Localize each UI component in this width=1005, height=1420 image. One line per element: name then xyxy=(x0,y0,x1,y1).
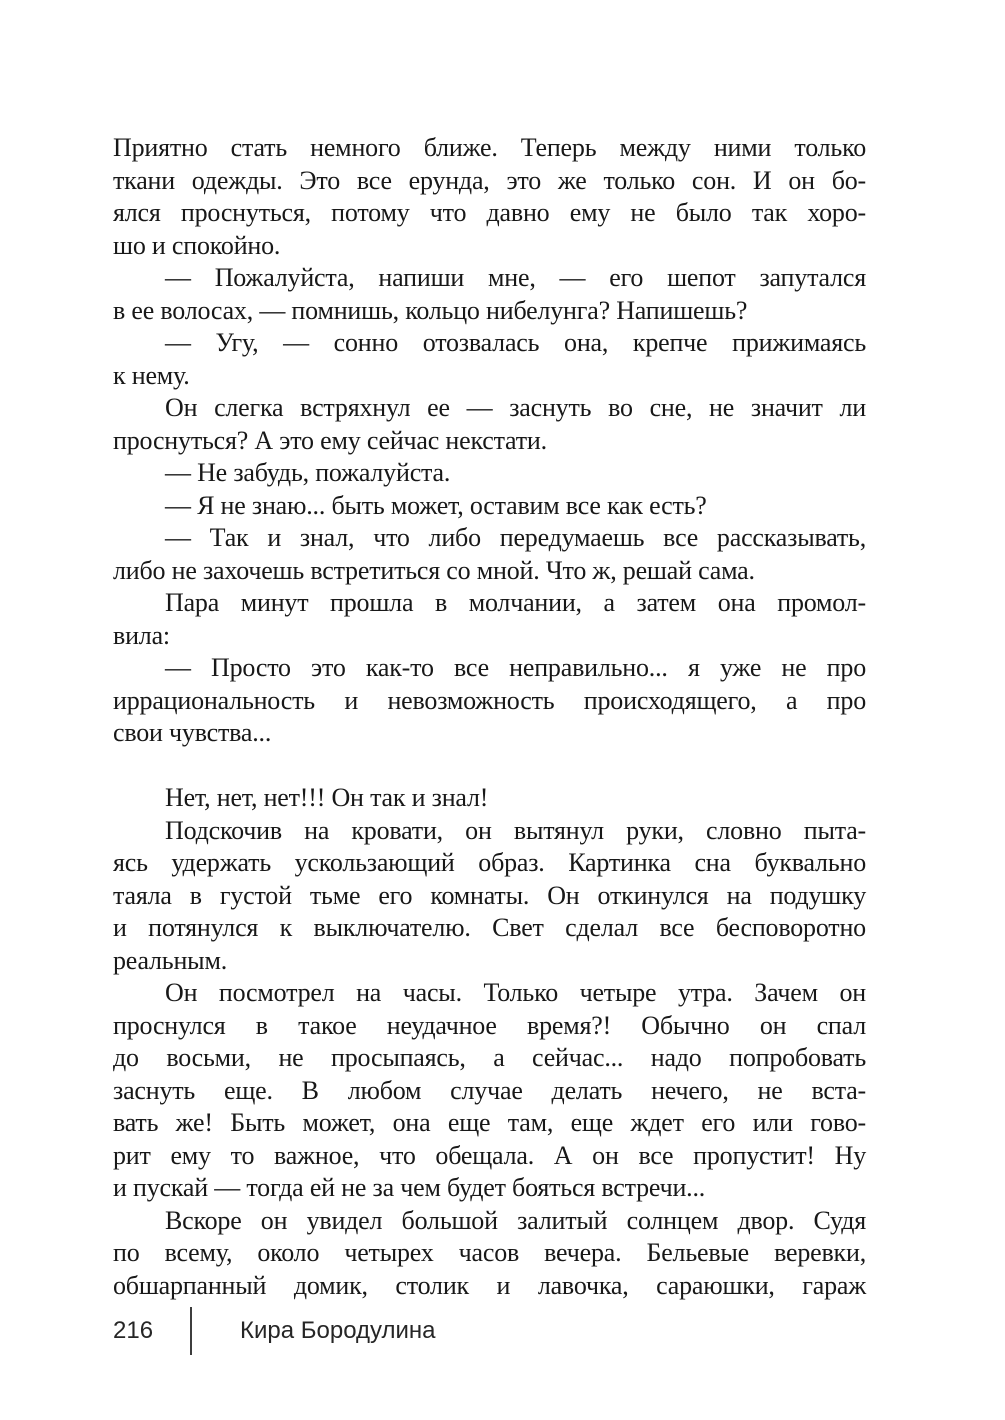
paragraph xyxy=(113,262,866,327)
text-line: Он посмотрел на часы. Только четыре утра. Зачем он xyxy=(165,978,866,1007)
text-line: таяла в густой тьме его комнаты. Он откинулся на подушку xyxy=(113,880,866,910)
text-line: либо не захочешь встретиться со мной. Что ж, решай сама. xyxy=(113,555,755,585)
paragraph xyxy=(113,392,866,457)
paragraph xyxy=(113,587,866,652)
text-line: Подскочив на кровати, он вытянул руки, словно пыта- xyxy=(165,815,866,845)
text-line: обшарпанный домик, столик и лавочка, сараюшки, гараж xyxy=(113,1270,866,1300)
page-footer xyxy=(113,1306,436,1356)
text-line: до восьми, не просыпаясь, а сейчас... надо попробовать xyxy=(113,1043,866,1072)
paragraph xyxy=(113,327,866,392)
paragraph xyxy=(113,1205,866,1303)
paragraph xyxy=(113,457,866,490)
text-line: ясь удержать ускользающий образ. Картинка сна буквально xyxy=(113,848,866,877)
text-line: — Я не знаю... быть может, оставим все как есть? xyxy=(165,490,707,520)
text-line: в ее волосах, — помнишь, кольцо нибелунга? Напишешь? xyxy=(113,295,748,325)
text-line: и потянулся к выключателю. Свет сделал все бесповоротно xyxy=(113,913,866,942)
text-line: проснулся в такое неудачное время?! Обычно он спал xyxy=(113,1010,866,1040)
text-line: и пускай — тогда ей не за чем будет бояться встречи... xyxy=(113,1173,706,1202)
text-line: рит ему то важное, что обещала. А он все пропустит! Ну xyxy=(113,1140,866,1170)
page-text xyxy=(113,132,866,1302)
text-line: Нет, нет, нет!!! Он так и знал! xyxy=(165,783,489,812)
text-line: Пара минут прошла в молчании, а затем она промол- xyxy=(165,588,866,617)
text-line: — Просто это как-то все неправильно... я уже не про xyxy=(165,653,866,682)
text-line: свои чувства... xyxy=(113,718,272,747)
text-line: Он слегка встряхнул ее — заснуть во сне, не значит ли xyxy=(165,393,866,422)
text-line: Приятно стать немного ближе. Теперь между ними только xyxy=(113,133,866,162)
text-line: — Не забудь, пожалуйста. xyxy=(165,458,451,487)
footer-divider xyxy=(190,1307,192,1355)
text-line: — Пожалуйста, напиши мне, — его шепот запутался xyxy=(165,263,866,292)
text-line: к нему. xyxy=(113,360,190,390)
text-line: реальным. xyxy=(113,945,227,975)
text-line: вила: xyxy=(113,620,170,650)
paragraph xyxy=(113,977,866,1205)
paragraph xyxy=(113,490,866,523)
paragraph xyxy=(113,132,866,262)
text-line: — Угу, — сонно отозвалась она, крепче прижимаясь xyxy=(165,328,866,357)
text-line: Вскоре он увидел большой залитый солнцем двор. Судя xyxy=(165,1205,866,1235)
section-break xyxy=(113,750,866,783)
paragraph xyxy=(113,782,866,815)
text-line: проснуться? А это ему сейчас некстати. xyxy=(113,425,547,455)
paragraph xyxy=(113,522,866,587)
text-line: заснуть еще. В любом случае делать нечего, не вста- xyxy=(113,1075,866,1105)
page-number: 216 xyxy=(113,1317,154,1344)
text-line: шо и спокойно. xyxy=(113,230,281,260)
text-line: иррациональность и невозможность происходящего, а про xyxy=(113,685,866,715)
paragraph xyxy=(113,815,866,978)
text-line: ткани одежды. Это все ерунда, это же только сон. И он бо- xyxy=(113,165,866,195)
paragraph xyxy=(113,652,866,750)
text-line: ялся проснуться, потому что давно ему не было так хоро- xyxy=(113,198,866,227)
text-line: по всему, около четырех часов вечера. Бельевые веревки, xyxy=(113,1238,866,1267)
text-line: вать же! Быть может, она еще там, еще ждет его или гово- xyxy=(113,1108,866,1137)
text-line: — Так и знал, что либо передумаешь все рассказывать, xyxy=(165,523,866,552)
author-name: Кира Бородулина xyxy=(240,1317,436,1344)
